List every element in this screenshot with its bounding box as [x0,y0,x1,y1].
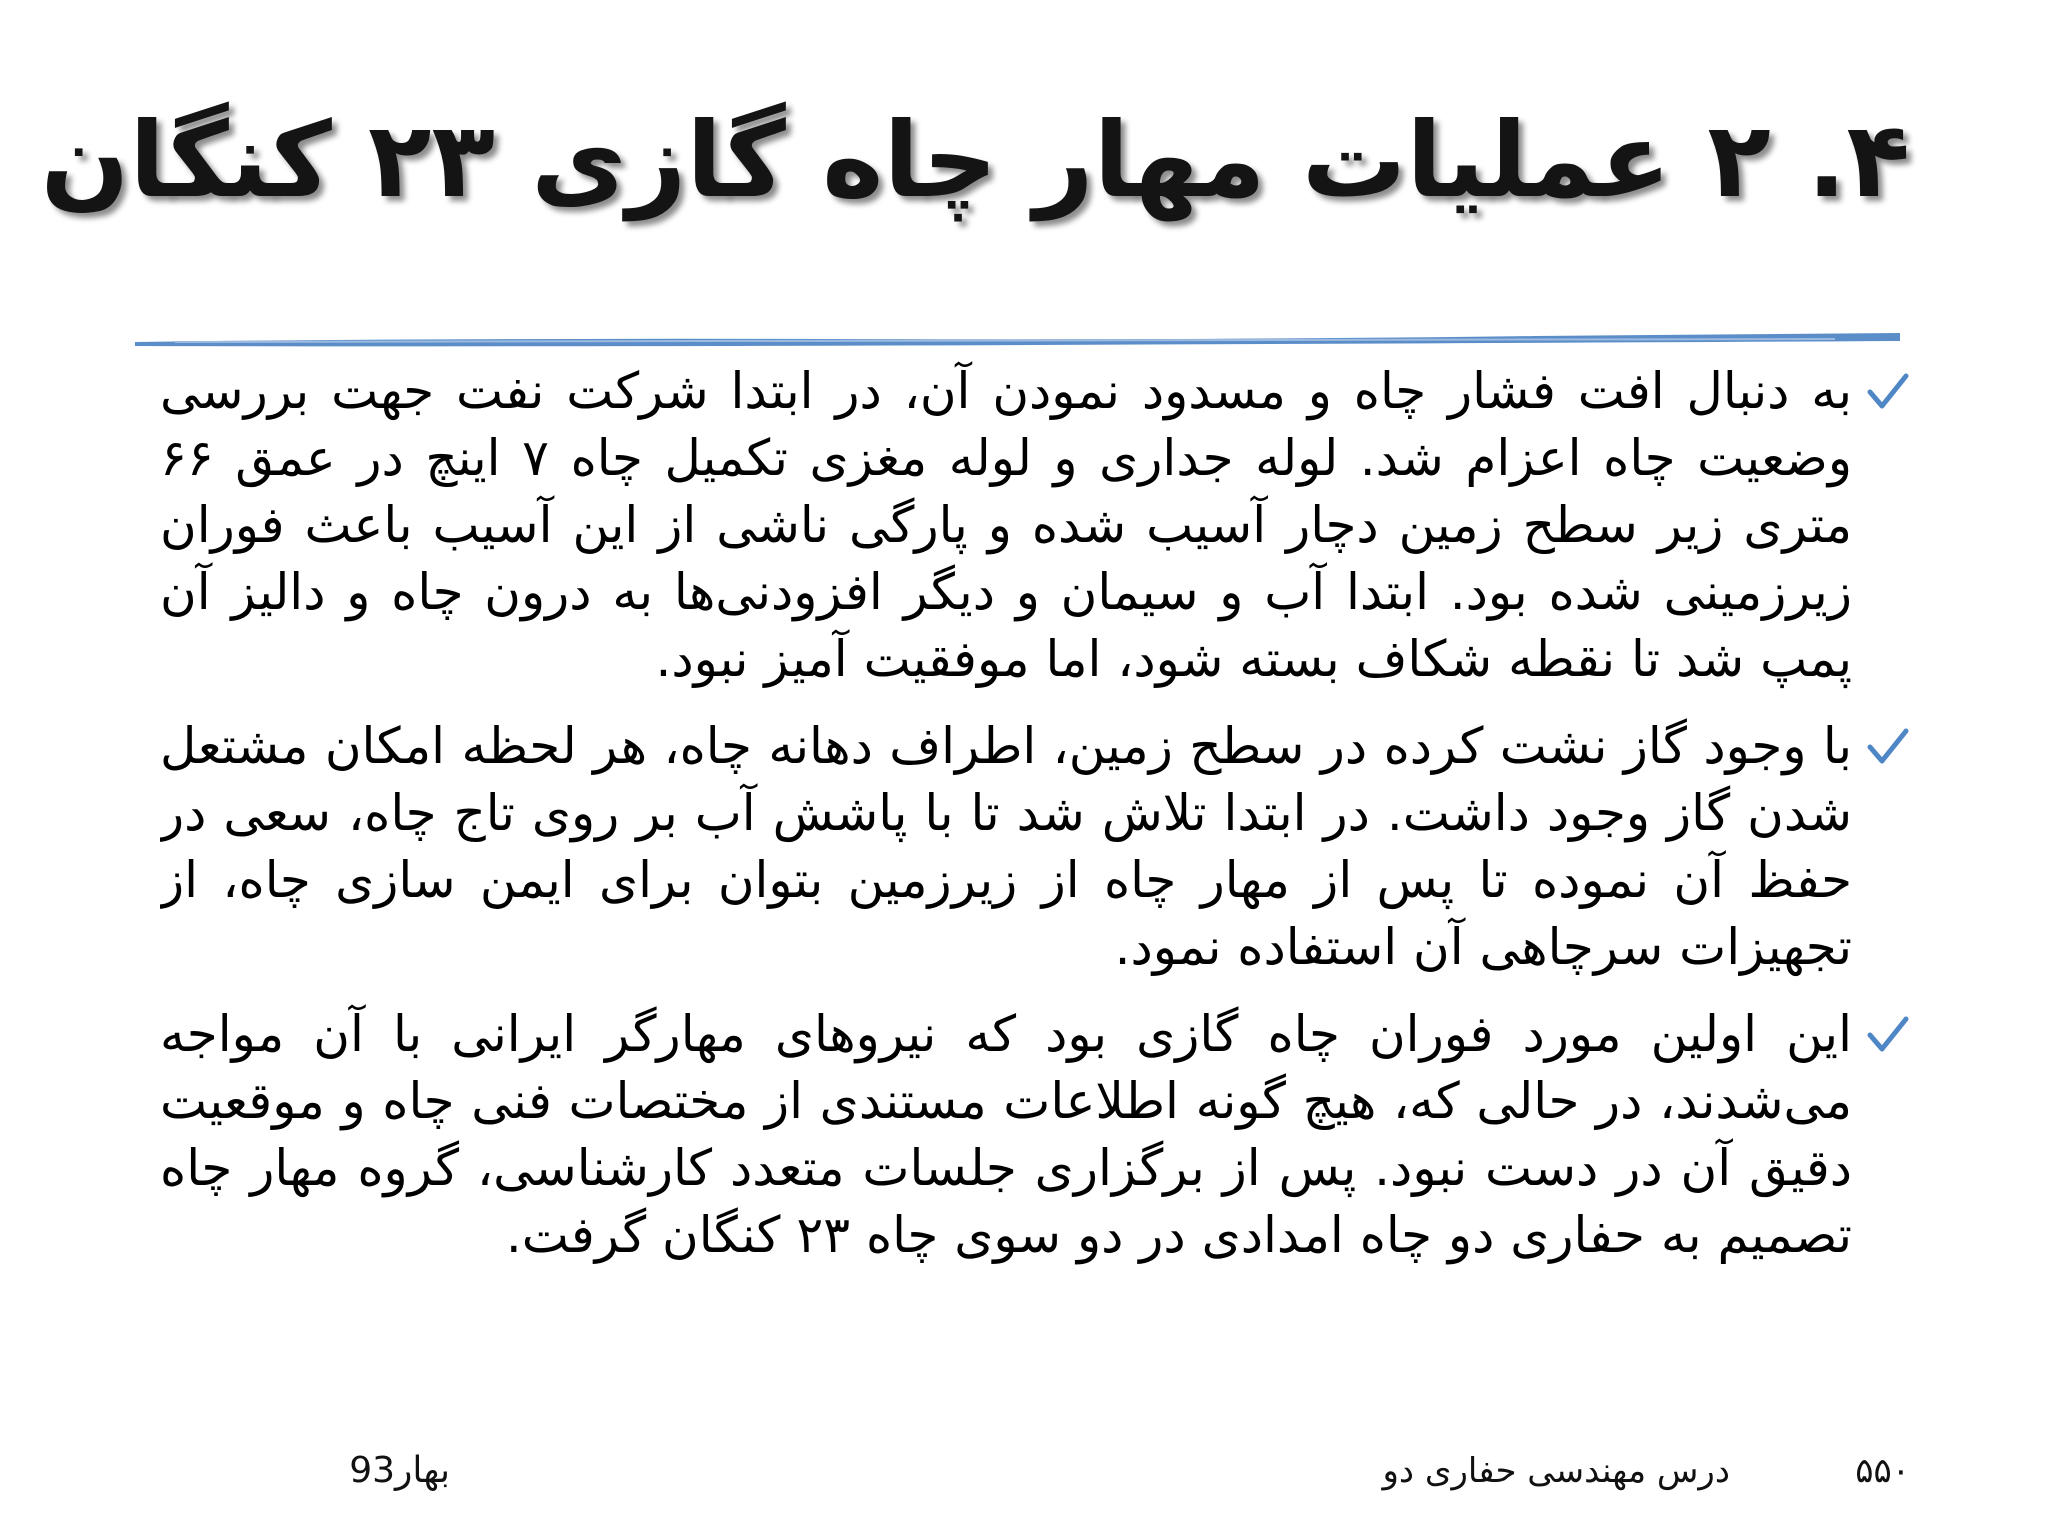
bullet-list [160,358,1910,1398]
checkmark-icon [1866,727,1910,767]
bullet-item [160,1001,1910,1269]
bullet-item [160,358,1910,693]
bullet-text: این اولین مورد فوران چاه گازی بود که نیروهای مهارگر ایرانی با آن مواجه می‌شدند، در حالی که، هیچ گونه اطلاعات مستندی از مختصات فنی چاه و موقعیت دقیق آن در دست نبود. پس از برگزاری جلسات متعدد کارشناسی، گروه مهار چاه تصمیم به حفاری دو چاه امدادی در دو سوی چاه ۲۳ کنگان گرفت. [160,1005,1852,1264]
checkmark-icon [1866,372,1910,412]
bullet-item [160,713,1910,981]
footer-course-name: درس مهندسی حفاری دو [1382,1451,1730,1491]
footer-term: بهار93 [349,1450,450,1491]
bullet-text: به دنبال افت فشار چاه و مسدود نمودن آن، در ابتدا شرکت نفت جهت بررسی وضعیت چاه اعزام شد. لوله جداری و لوله مغزی تکمیل چاه ۷ اینچ در عمق ۶۶ متری زیر سطح زمین دچار آسیب شده و پارگی ناشی از این آسیب باعث فوران زیرزمینی شده بود. ابتدا آب و سیمان و دیگر افزودنی‌ها به درون چاه و دالیز آن پمپ شد تا نقطه شکاف بسته شود، اما موفقیت آمیز نبود. [160,362,1852,688]
title-divider [135,330,1900,352]
checkmark-icon [1866,1015,1910,1055]
page-number: ۵۵۰ [1855,1451,1910,1491]
bullet-text: با وجود گاز نشت کرده در سطح زمین، اطراف دهانه چاه، هر لحظه امکان مشتعل شدن گاز وجود داشت. در ابتدا تلاش شد تا با پاشش آب بر روی تاج چاه، سعی در حفظ آن نموده تا پس از مهار چاه از زیرزمین بتوان برای ایمن سازی چاه، از تجهیزات سرچاهی آن استفاده نمود. [160,717,1852,976]
slide-title: ۴. ۲ عملیات مهار چاه گازی ۲۳ کنگان [40,99,1910,221]
